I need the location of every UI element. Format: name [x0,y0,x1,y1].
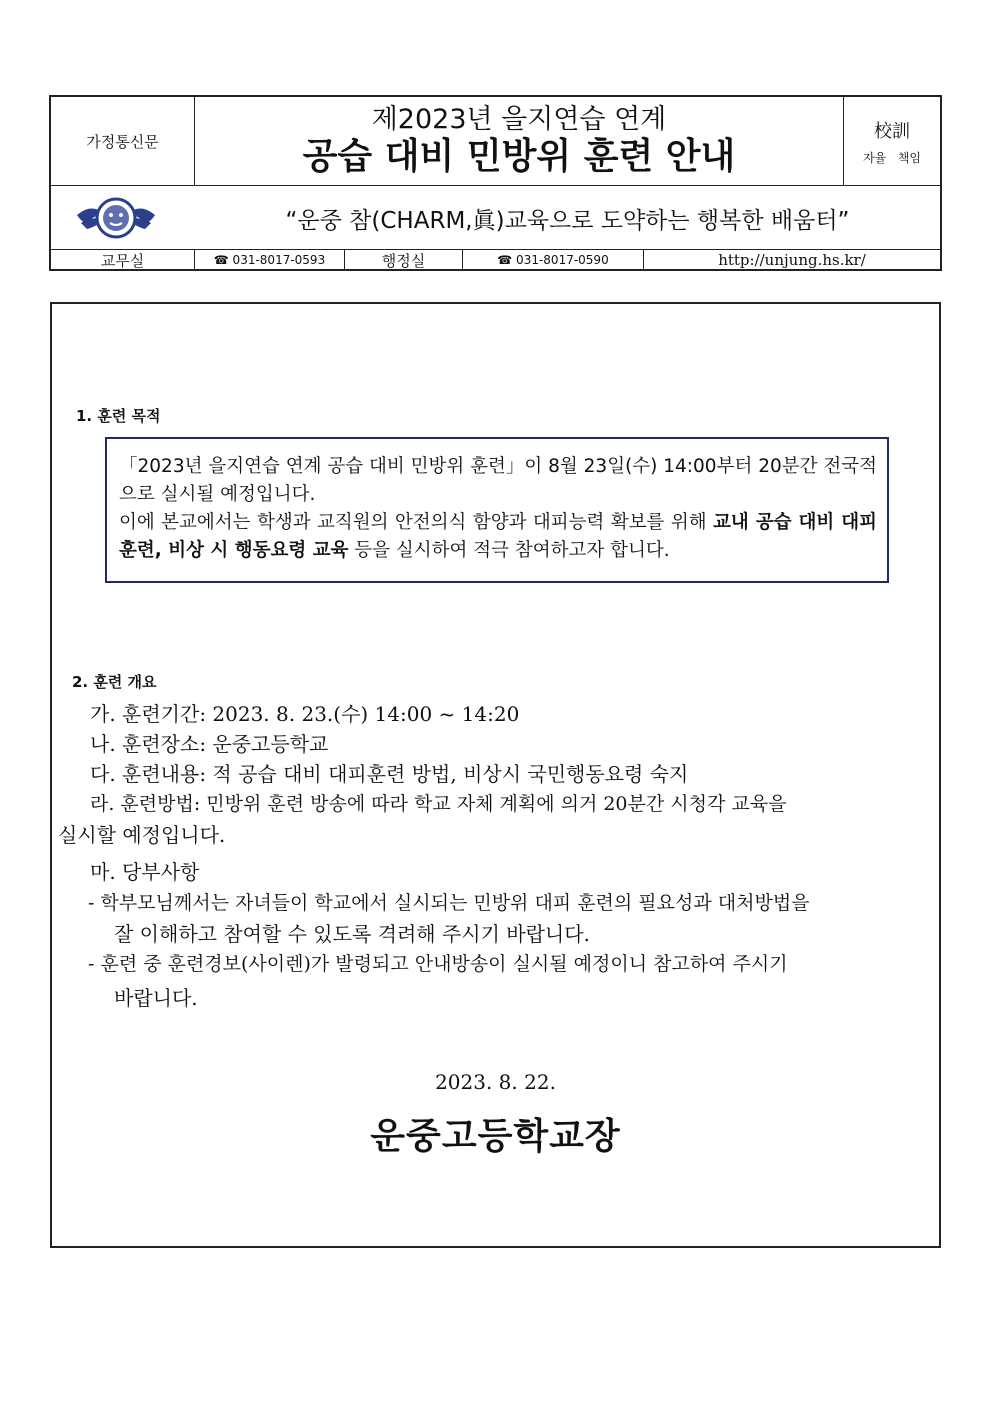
purpose-box [105,437,889,583]
section1-title: 1. 훈련 목적 [76,407,161,425]
purpose-text: 이에 본교에서는 학생과 교직원의 안전의식 함양과 대피능력 확보를 위해 [119,512,714,533]
motto-words: 자율 책임 [863,150,921,165]
request-note-1: - 학부모님께서는 자녀들이 학교에서 실시되는 민방위 대피 훈련의 필요성과 대처방법을 [88,892,810,914]
school-emblem-icon [71,191,161,245]
title-block [195,97,843,185]
overview-method-cont: 실시할 예정입니다. [58,823,226,847]
purpose-paragraph-2 [119,509,877,565]
section2-title: 2. 훈련 개요 [72,673,157,691]
category-label: 가정통신문 [86,132,159,151]
purpose-highlight: 교내 공습 대비 대피훈련, 비상 시 행동요령 교육 [119,512,877,561]
purpose-text: 등을 실시하여 적극 참여하고자 합니다. [348,540,670,561]
phone-admin: ☎ 031-8017-0590 [497,253,609,267]
request-note-1-cont: 잘 이해하고 참여할 수 있도록 격려해 주시기 바랍니다. [114,922,590,946]
request-note-2: - 훈련 중 훈련경보(사이렌)가 발령되고 안내방송이 실시될 예정이니 참고하여 주시기 [88,953,788,975]
motto-title: 校訓 [874,120,910,142]
principal-signature: 운중고등학교장 [370,1116,621,1157]
header-divider [51,185,940,186]
phone-academic: ☎ 031-8017-0593 [213,253,326,267]
school-slogan: “운중 참(CHARM,眞)교육으로 도약하는 행복한 배움터” [285,207,850,234]
overview-method: 라. 훈련방법: 민방위 훈련 방송에 따라 학교 자체 계획에 의거 20분간 시청각 교육을 [90,793,787,815]
overview-location: 나. 훈련장소: 운중고등학교 [90,732,329,756]
school-motto [844,97,940,185]
document-subtitle: 제2023년 을지연습 연계 [371,104,667,135]
overview-period: 가. 훈련기간: 2023. 8. 23.(수) 14:00 ~ 14:20 [90,702,520,726]
purpose-paragraph-1: 「2023년 을지연습 연계 공습 대비 민방위 훈련」이 8월 23일(수) 14:00부터 20분간 전국적으로 실시될 예정입니다. [119,456,877,505]
office-label-academic: 교무실 [100,251,145,270]
notice-date: 2023. 8. 22. [435,1070,556,1094]
document-title: 공습 대비 민방위 훈련 안내 [302,136,736,177]
school-website-link[interactable]: http://unjung.hs.kr/ [718,251,866,269]
overview-requests: 마. 당부사항 [90,860,200,884]
overview-content: 다. 훈련내용: 적 공습 대비 대피훈련 방법, 비상시 국민행동요령 숙지 [90,762,689,786]
notice-body [50,302,941,1248]
letterhead-table [49,95,942,271]
office-label-admin: 행정실 [381,251,426,270]
request-note-2-cont: 바랍니다. [114,986,198,1010]
